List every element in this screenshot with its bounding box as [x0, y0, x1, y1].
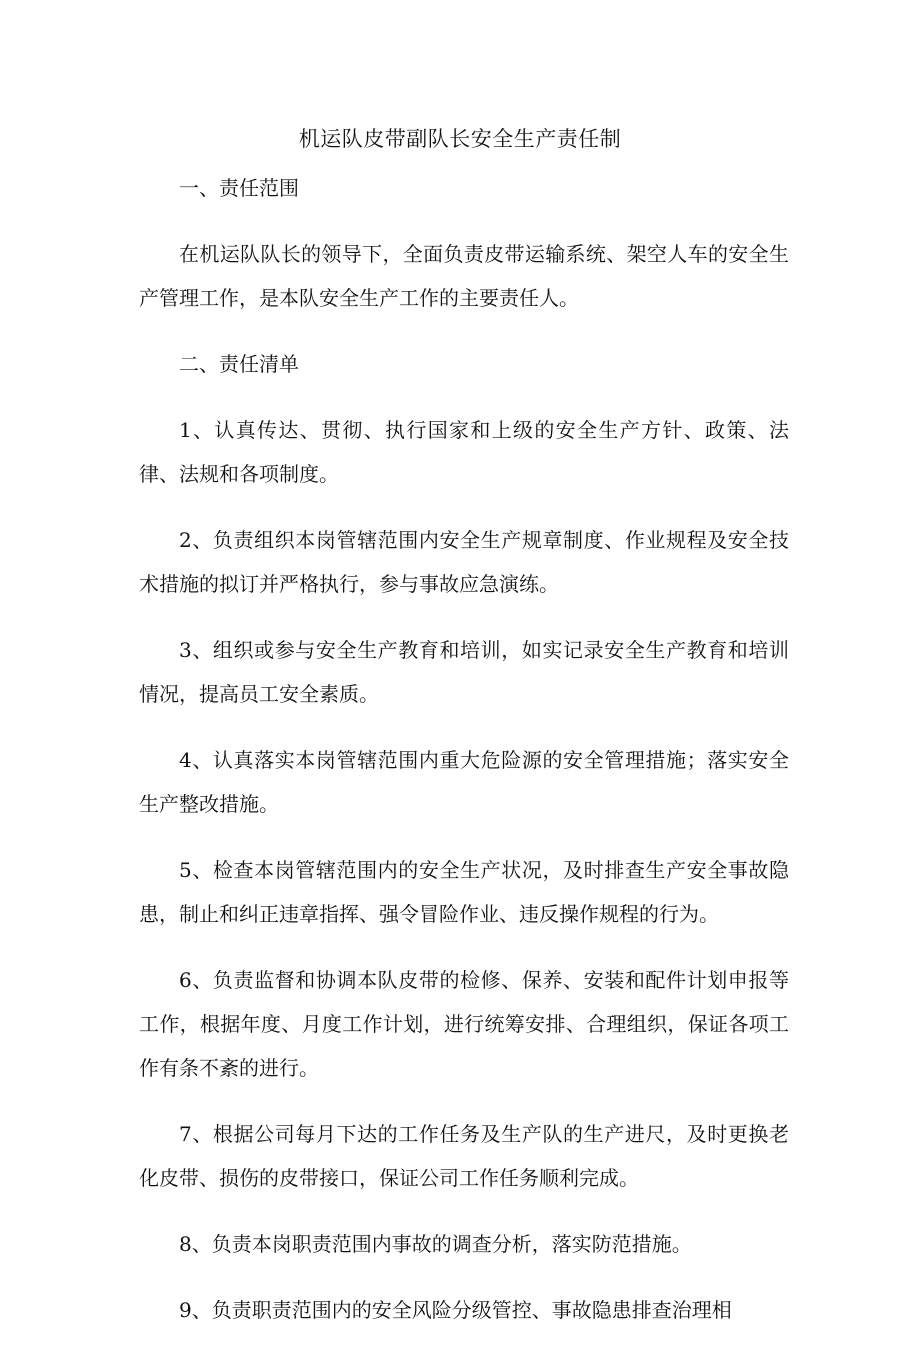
scope-paragraph: 在机运队队长的领导下，全面负责皮带运输系统、架空人车的安全生产管理工作，是本队安全生产工作的主要责任人。: [139, 242, 789, 310]
list-item-7: 7、根据公司每月下达的工作任务及生产队的生产进尺，及时更换老化皮带、损伤的皮带接口，保证公司工作任务顺利完成。: [139, 1122, 789, 1190]
list-item-2: 2、负责组织本岗管辖范围内安全生产规章制度、作业规程及安全技术措施的拟订并严格执行，参与事故应急演练。: [139, 528, 789, 596]
document-title: 机运队皮带副队长安全生产责任制: [298, 127, 622, 151]
section-heading-list: 二、责任清单: [179, 352, 299, 376]
list-item-4: 4、认真落实本岗管辖范围内重大危险源的安全管理措施；落实安全生产整改措施。: [139, 748, 789, 816]
list-item-9: 9、负责职责范围内的安全风险分级管控、事故隐患排查治理相: [179, 1298, 732, 1322]
list-item-8: 8、负责本岗职责范围内事故的调查分析，落实防范措施。: [179, 1232, 692, 1256]
list-item-6: 6、负责监督和协调本队皮带的检修、保养、安装和配件计划申报等工作，根据年度、月度工作计划，进行统筹安排、合理组织，保证各项工作有条不紊的进行。: [139, 968, 789, 1080]
section-heading-scope: 一、责任范围: [179, 176, 299, 200]
document-body: [139, 166, 789, 1354]
list-item-3: 3、组织或参与安全生产教育和培训，如实记录安全生产教育和培训情况，提高员工安全素质。: [139, 638, 789, 706]
list-item-5: 5、检查本岗管辖范围内的安全生产状况，及时排查生产安全事故隐患，制止和纠正违章指挥、强令冒险作业、违反操作规程的行为。: [139, 858, 789, 926]
list-item-1: 1、认真传达、贯彻、执行国家和上级的安全生产方针、政策、法律、法规和各项制度。: [139, 418, 789, 486]
